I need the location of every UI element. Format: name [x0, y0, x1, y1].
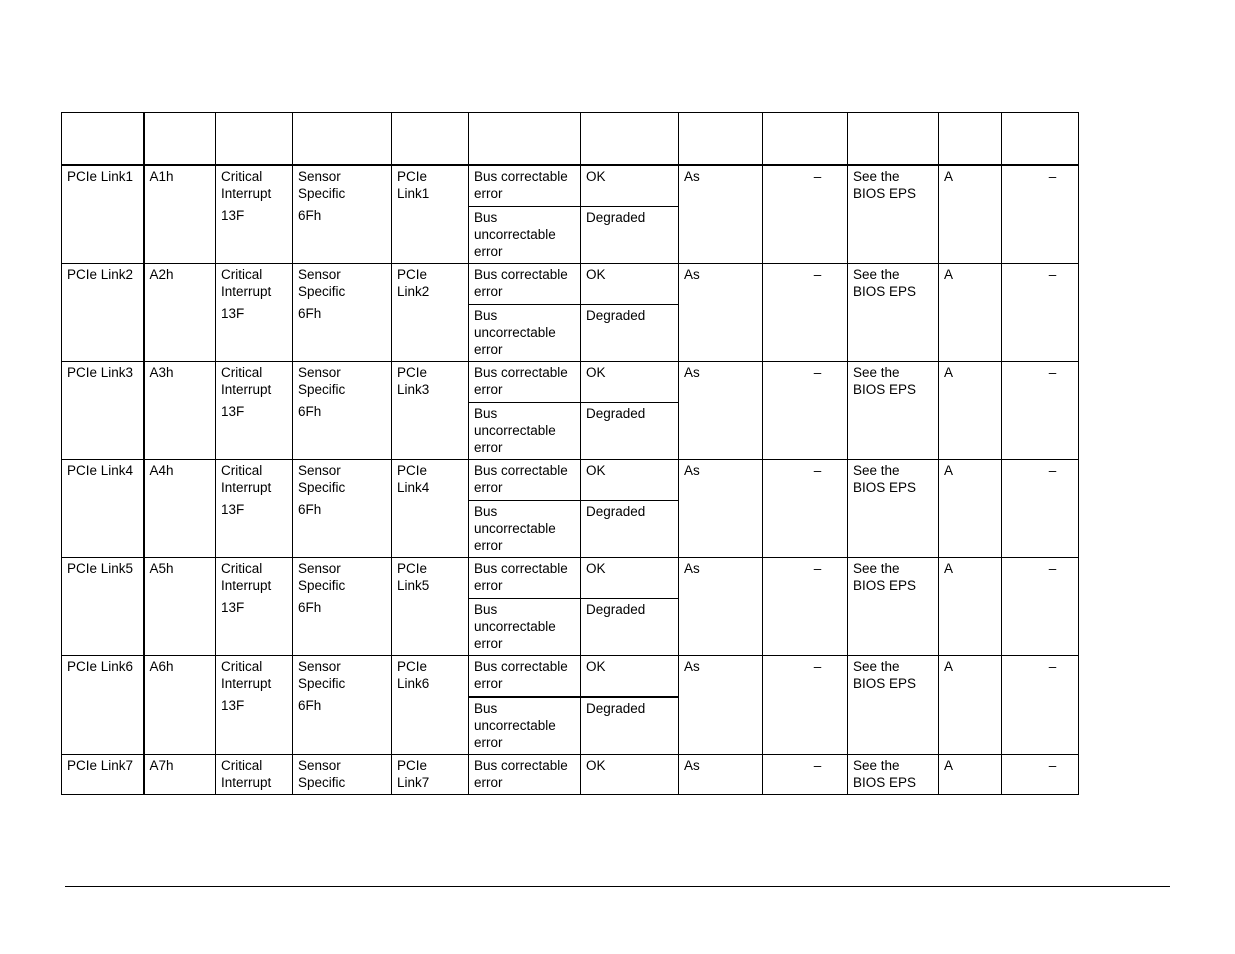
rearm-cell: [679, 656, 763, 755]
cell-text: Link1: [397, 186, 430, 201]
cell-text: –: [813, 659, 822, 674]
cell-text: Degraded: [586, 504, 646, 519]
cell-text: See the BIOS EPS: [853, 659, 917, 691]
cell-text: OK: [586, 659, 606, 674]
action-cell: [939, 165, 1002, 264]
cell-text: Sensor: [298, 267, 341, 282]
scope-cell: [216, 460, 293, 558]
rearm-cell: [679, 460, 763, 558]
standby-cell: [763, 362, 848, 460]
sensor-type-cell: [293, 558, 392, 656]
cell-text: A: [944, 659, 954, 674]
cell-text: As: [684, 758, 700, 773]
scope-cell: [216, 165, 293, 264]
cell-text: As: [684, 267, 700, 282]
cell-text: Specific: [298, 676, 346, 691]
offset-cell: [469, 656, 581, 698]
cell-text: Sensor: [298, 463, 341, 478]
table-row: [62, 362, 1079, 403]
severity-cell: [581, 165, 679, 207]
table-row: [62, 755, 1079, 795]
cell-text: Specific: [298, 480, 346, 495]
header-cell: [392, 113, 469, 166]
cell-text: PCIe Link1: [67, 169, 134, 184]
severity-cell: [581, 305, 679, 362]
offset-cell: [469, 501, 581, 558]
cell-text: Critical: [221, 561, 263, 576]
rearm-cell: [679, 558, 763, 656]
cell-text: Bus uncorrectable error: [474, 308, 556, 357]
cell-text: PCIe Link3: [67, 365, 134, 380]
cell-text: Bus uncorrectable error: [474, 602, 556, 651]
last-cell: [1002, 755, 1079, 795]
link-cell: [392, 362, 469, 460]
cell-text: –: [1048, 169, 1057, 184]
cell-text: 6Fh: [298, 306, 322, 321]
table-row: [62, 558, 1079, 599]
event-data-cell: [848, 165, 939, 264]
scope-cell: [216, 264, 293, 362]
cell-text: PCIe Link4: [67, 463, 134, 478]
offset-cell: [469, 207, 581, 264]
cell-text: A: [944, 561, 954, 576]
header-cell: [216, 113, 293, 166]
standby-cell: [763, 558, 848, 656]
cell-text: A: [944, 267, 954, 282]
cell-text: 6Fh: [298, 208, 322, 223]
sensor-name-cell: [62, 264, 144, 362]
cell-text: –: [1048, 463, 1057, 478]
cell-text: Sensor: [298, 365, 341, 380]
cell-text: OK: [586, 267, 606, 282]
cell-text: Critical: [221, 169, 263, 184]
cell-text: Degraded: [586, 210, 646, 225]
cell-text: –: [813, 561, 822, 576]
cell-text: Link2: [397, 284, 430, 299]
cell-text: –: [813, 267, 822, 282]
standby-cell: [763, 460, 848, 558]
cell-text: See the BIOS EPS: [853, 267, 917, 299]
header-cell: [939, 113, 1002, 166]
link-cell: [392, 460, 469, 558]
cell-text: Sensor: [298, 561, 341, 576]
cell-text: Bus correctable error: [474, 463, 568, 495]
action-cell: [939, 755, 1002, 795]
cell-text: 6Fh: [298, 600, 322, 615]
cell-text: PCIe: [397, 267, 428, 282]
cell-text: 13F: [221, 502, 245, 517]
cell-text: A: [944, 463, 954, 478]
cell-text: OK: [586, 169, 606, 184]
cell-text: Degraded: [586, 308, 646, 323]
cell-text: –: [813, 169, 822, 184]
rearm-cell: [679, 362, 763, 460]
rearm-cell: [679, 755, 763, 795]
severity-cell: [581, 403, 679, 460]
cell-text: –: [813, 463, 822, 478]
sensor-number-cell: [144, 755, 216, 795]
event-data-cell: [848, 656, 939, 755]
action-cell: [939, 656, 1002, 755]
last-cell: [1002, 362, 1079, 460]
header-cell: [763, 113, 848, 166]
cell-text: Link7: [397, 775, 430, 790]
link-cell: [392, 165, 469, 264]
cell-text: PCIe: [397, 561, 428, 576]
severity-cell: [581, 207, 679, 264]
cell-text: OK: [586, 561, 606, 576]
sensor-type-cell: [293, 656, 392, 755]
last-cell: [1002, 460, 1079, 558]
cell-text: Bus uncorrectable error: [474, 406, 556, 455]
cell-text: PCIe: [397, 659, 428, 674]
cell-text: Interrupt: [221, 382, 272, 397]
table-row: [62, 460, 1079, 501]
sensor-name-cell: [62, 558, 144, 656]
severity-cell: [581, 264, 679, 305]
sensor-name-cell: [62, 755, 144, 795]
cell-text: Bus correctable error: [474, 758, 568, 790]
cell-text: Link4: [397, 480, 430, 495]
sensor-number-cell: [144, 460, 216, 558]
severity-cell: [581, 460, 679, 501]
offset-cell: [469, 403, 581, 460]
cell-text: Bus correctable error: [474, 561, 568, 593]
cell-text: Bus correctable error: [474, 267, 568, 299]
sensor-number-cell: [144, 656, 216, 755]
cell-text: Degraded: [586, 602, 646, 617]
cell-text: As: [684, 169, 700, 184]
sensor-number-cell: [144, 558, 216, 656]
cell-text: Link5: [397, 578, 430, 593]
header-cell: [469, 113, 581, 166]
cell-text: Critical: [221, 463, 263, 478]
offset-cell: [469, 165, 581, 207]
sensor-type-cell: [293, 460, 392, 558]
action-cell: [939, 558, 1002, 656]
cell-text: PCIe Link5: [67, 561, 134, 576]
cell-text: –: [1048, 365, 1057, 380]
action-cell: [939, 264, 1002, 362]
cell-text: A4h: [149, 463, 174, 478]
header-cell: [848, 113, 939, 166]
cell-text: OK: [586, 758, 606, 773]
cell-text: Sensor: [298, 169, 341, 184]
event-data-cell: [848, 362, 939, 460]
cell-text: Interrupt: [221, 676, 272, 691]
sensor-number-cell: [144, 264, 216, 362]
cell-text: Bus uncorrectable error: [474, 701, 556, 750]
offset-cell: [469, 362, 581, 403]
header-cell: [1002, 113, 1079, 166]
offset-cell: [469, 599, 581, 656]
cell-text: –: [813, 365, 822, 380]
cell-text: Sensor: [298, 659, 341, 674]
cell-text: A2h: [149, 267, 174, 282]
sensor-name-cell: [62, 362, 144, 460]
cell-text: PCIe: [397, 365, 428, 380]
action-cell: [939, 460, 1002, 558]
cell-text: Interrupt: [221, 480, 272, 495]
event-data-cell: [848, 558, 939, 656]
cell-text: Interrupt: [221, 186, 272, 201]
cell-text: See the BIOS EPS: [853, 169, 917, 201]
cell-text: Link6: [397, 676, 430, 691]
sensor-name-cell: [62, 165, 144, 264]
sensor-type-cell: [293, 755, 392, 795]
severity-cell: [581, 501, 679, 558]
sensor-type-cell: [293, 264, 392, 362]
cell-text: –: [1048, 758, 1057, 773]
cell-text: A1h: [149, 169, 174, 184]
link-cell: [392, 656, 469, 755]
footer-rule: [65, 886, 1170, 887]
standby-cell: [763, 755, 848, 795]
cell-text: Interrupt: [221, 284, 272, 299]
table-row: [62, 264, 1079, 305]
rearm-cell: [679, 165, 763, 264]
cell-text: PCIe Link2: [67, 267, 134, 282]
cell-text: PCIe Link7: [67, 758, 134, 773]
cell-text: Bus correctable error: [474, 169, 568, 201]
cell-text: Critical: [221, 758, 263, 773]
offset-cell: [469, 558, 581, 599]
rearm-cell: [679, 264, 763, 362]
cell-text: A3h: [149, 365, 174, 380]
severity-cell: [581, 697, 679, 755]
header-cell: [293, 113, 392, 166]
offset-cell: [469, 264, 581, 305]
cell-text: Specific: [298, 578, 346, 593]
event-data-cell: [848, 755, 939, 795]
cell-text: As: [684, 463, 700, 478]
cell-text: As: [684, 365, 700, 380]
standby-cell: [763, 165, 848, 264]
cell-text: 13F: [221, 600, 245, 615]
cell-text: –: [813, 758, 822, 773]
cell-text: Critical: [221, 267, 263, 282]
link-cell: [392, 755, 469, 795]
event-data-cell: [848, 460, 939, 558]
sensor-type-cell: [293, 165, 392, 264]
cell-text: See the BIOS EPS: [853, 463, 917, 495]
scope-cell: [216, 362, 293, 460]
severity-cell: [581, 599, 679, 656]
cell-text: Bus uncorrectable error: [474, 210, 556, 259]
last-cell: [1002, 165, 1079, 264]
sensor-name-cell: [62, 460, 144, 558]
cell-text: Specific: [298, 186, 346, 201]
cell-text: A7h: [149, 758, 174, 773]
cell-text: See the BIOS EPS: [853, 365, 917, 397]
cell-text: See the BIOS EPS: [853, 758, 917, 790]
standby-cell: [763, 656, 848, 755]
standby-cell: [763, 264, 848, 362]
cell-text: Critical: [221, 365, 263, 380]
cell-text: PCIe: [397, 758, 428, 773]
cell-text: 6Fh: [298, 502, 322, 517]
scope-cell: [216, 558, 293, 656]
cell-text: 6Fh: [298, 404, 322, 419]
header-cell: [581, 113, 679, 166]
cell-text: Link3: [397, 382, 430, 397]
cell-text: Specific: [298, 775, 346, 790]
cell-text: 13F: [221, 698, 245, 713]
cell-text: As: [684, 659, 700, 674]
cell-text: PCIe: [397, 169, 428, 184]
cell-text: 13F: [221, 208, 245, 223]
event-data-cell: [848, 264, 939, 362]
cell-text: 13F: [221, 404, 245, 419]
sensor-type-cell: [293, 362, 392, 460]
table-header-row: [62, 113, 1079, 166]
severity-cell: [581, 558, 679, 599]
cell-text: –: [1048, 561, 1057, 576]
sensor-number-cell: [144, 362, 216, 460]
cell-text: Sensor: [298, 758, 341, 773]
scope-cell: [216, 755, 293, 795]
link-cell: [392, 558, 469, 656]
header-cell: [62, 113, 144, 166]
table-row: [62, 656, 1079, 698]
cell-text: OK: [586, 463, 606, 478]
last-cell: [1002, 656, 1079, 755]
cell-text: PCIe Link6: [67, 659, 134, 674]
cell-text: A6h: [149, 659, 174, 674]
offset-cell: [469, 460, 581, 501]
cell-text: See the BIOS EPS: [853, 561, 917, 593]
cell-text: Interrupt: [221, 775, 272, 790]
header-cell: [144, 113, 216, 166]
scope-cell: [216, 656, 293, 755]
severity-cell: [581, 656, 679, 698]
cell-text: Specific: [298, 284, 346, 299]
last-cell: [1002, 264, 1079, 362]
cell-text: OK: [586, 365, 606, 380]
cell-text: A: [944, 758, 954, 773]
cell-text: As: [684, 561, 700, 576]
cell-text: Critical: [221, 659, 263, 674]
severity-cell: [581, 362, 679, 403]
cell-text: –: [1048, 267, 1057, 282]
sensor-number-cell: [144, 165, 216, 264]
sensor-table: [61, 112, 1079, 795]
severity-cell: [581, 755, 679, 795]
cell-text: Degraded: [586, 701, 646, 716]
cell-text: Bus uncorrectable error: [474, 504, 556, 553]
offset-cell: [469, 697, 581, 755]
link-cell: [392, 264, 469, 362]
last-cell: [1002, 558, 1079, 656]
cell-text: Degraded: [586, 406, 646, 421]
cell-text: Specific: [298, 382, 346, 397]
cell-text: Bus correctable error: [474, 365, 568, 397]
cell-text: –: [1048, 659, 1057, 674]
cell-text: A: [944, 169, 954, 184]
cell-text: A: [944, 365, 954, 380]
table-row: [62, 165, 1079, 207]
offset-cell: [469, 755, 581, 795]
cell-text: 13F: [221, 306, 245, 321]
cell-text: 6Fh: [298, 698, 322, 713]
cell-text: PCIe: [397, 463, 428, 478]
cell-text: Interrupt: [221, 578, 272, 593]
cell-text: A5h: [149, 561, 174, 576]
cell-text: Bus correctable error: [474, 659, 568, 691]
sensor-name-cell: [62, 656, 144, 755]
header-cell: [679, 113, 763, 166]
action-cell: [939, 362, 1002, 460]
offset-cell: [469, 305, 581, 362]
